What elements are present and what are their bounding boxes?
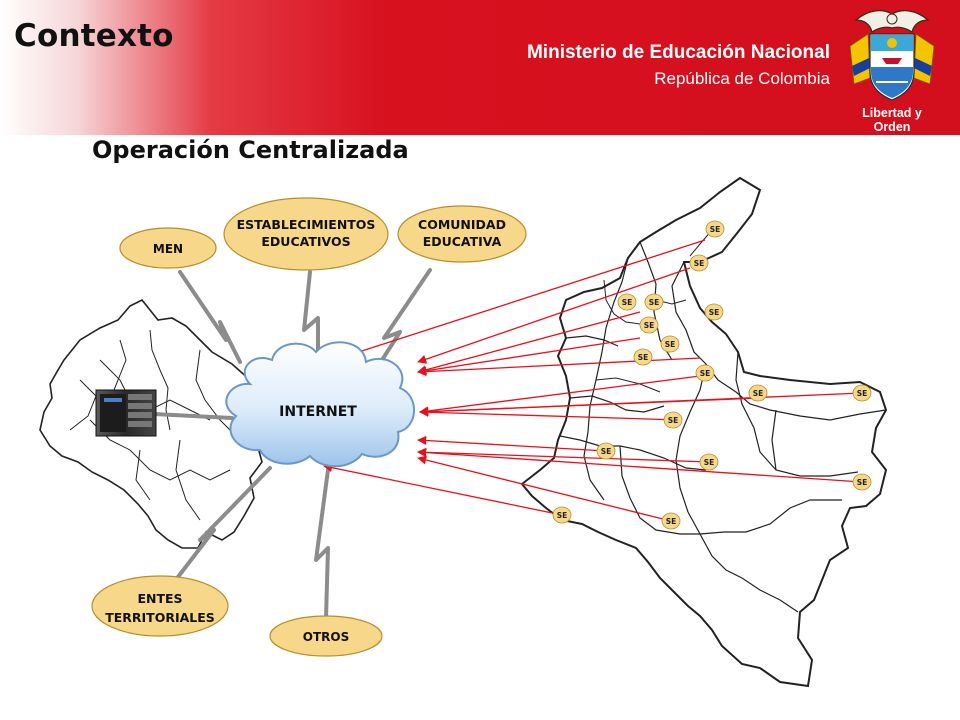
node-entes-line1: ENTES (137, 591, 183, 606)
se-badge (690, 255, 708, 271)
node-establecimientos (224, 198, 388, 270)
se-badge (853, 385, 871, 401)
se-badge-label: SE (600, 447, 612, 456)
node-men-label: MEN (152, 242, 184, 256)
internet-cloud (226, 342, 414, 466)
node-entes (92, 576, 228, 636)
node-establecimientos-line1: ESTABLECIMIENTOS (236, 217, 376, 232)
se-badge-label: SE (643, 321, 655, 330)
se-badge (853, 474, 871, 490)
node-otros-label: OTROS (302, 630, 350, 644)
diagram-subtitle: Operación Centralizada (92, 136, 409, 164)
se-badge-label: SE (752, 389, 764, 398)
node-comunidad (398, 206, 526, 262)
se-badge (662, 513, 680, 529)
se-badge (696, 365, 714, 381)
se-badge-label: SE (665, 517, 677, 526)
se-badge (597, 443, 615, 459)
node-comunidad-line1: COMUNIDAD (418, 217, 506, 232)
se-badge-label: SE (709, 225, 721, 234)
colombia-map (522, 178, 886, 686)
se-badge (640, 317, 658, 333)
server-icon (96, 390, 156, 436)
link-otros (316, 470, 328, 618)
node-entes-line2: TERRITORIALES (105, 610, 215, 625)
ministry-name: Ministerio de Educación Nacional (526, 42, 830, 63)
se-badge (700, 454, 718, 470)
internet-label: INTERNET (279, 404, 357, 420)
se-badge (705, 304, 723, 320)
country-name: República de Colombia (654, 69, 830, 88)
se-badge-label: SE (556, 511, 568, 520)
se-badge (553, 507, 571, 523)
se-badge-label: SE (621, 298, 633, 307)
se-badge-label: SE (703, 458, 715, 467)
se-badge (749, 385, 767, 401)
node-otros (270, 616, 382, 656)
se-badge-label: SE (708, 308, 720, 317)
se-badge (661, 336, 679, 352)
se-badge-label: SE (664, 340, 676, 349)
se-badge-label: SE (693, 259, 705, 268)
link-comunidad (382, 270, 430, 360)
motto: Libertad y Orden (862, 106, 922, 134)
se-badge (645, 294, 663, 310)
se-badge (706, 221, 724, 237)
node-men (120, 228, 216, 268)
node-establecimientos-line2: EDUCATIVOS (261, 234, 351, 249)
node-comunidad-line2: EDUCATIVA (422, 234, 502, 249)
se-badge-label: SE (856, 478, 868, 487)
se-badge-label: SE (699, 369, 711, 378)
se-badge-label: SE (637, 353, 649, 362)
se-badge-label: SE (648, 298, 660, 307)
page-title: Contexto (14, 18, 174, 54)
se-badge (634, 349, 652, 365)
se-badge-label: SE (667, 416, 679, 425)
se-badge (618, 294, 636, 310)
se-badge (664, 412, 682, 428)
se-badge-label: SE (856, 389, 868, 398)
